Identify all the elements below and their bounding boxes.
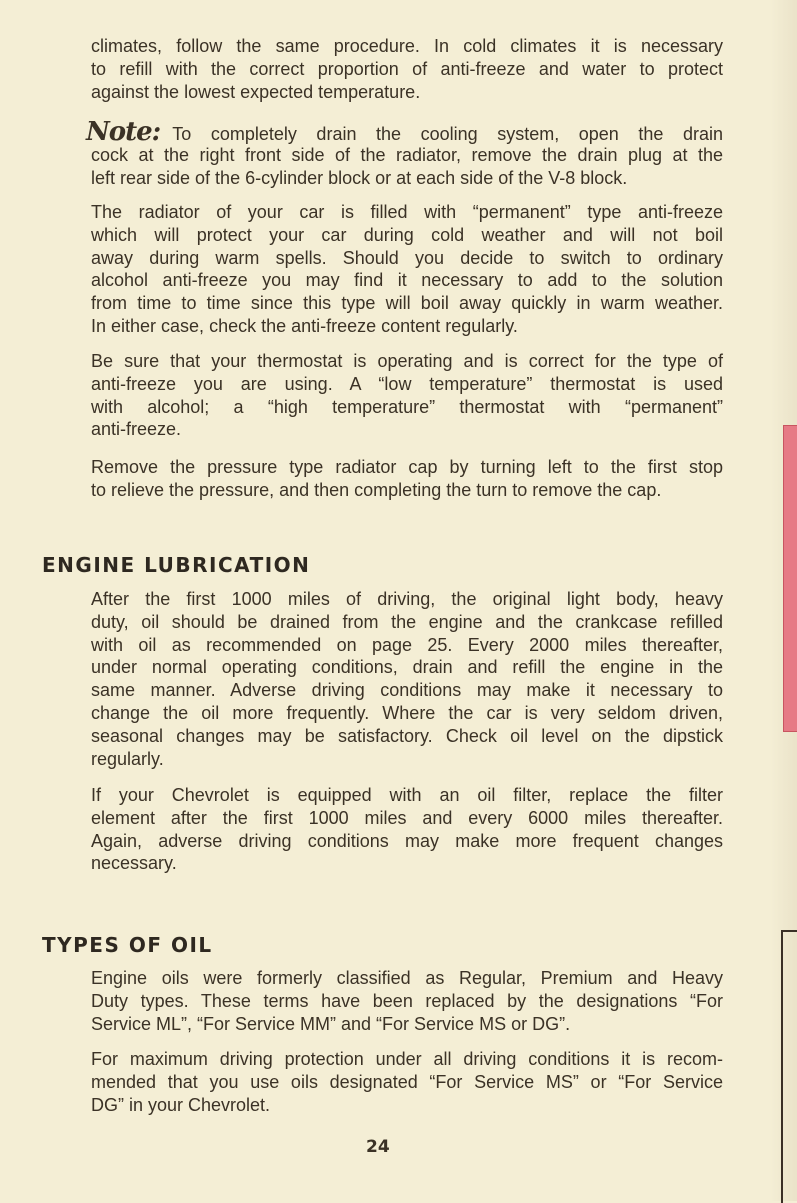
text-line: In either case, check the anti-freeze content regularly. [91,315,518,336]
text-line: Duty types. These terms have been replaced by the designations “For [91,990,723,1011]
text-line: against the lowest expected temperature. [91,81,421,102]
page-number: 24 [366,1137,390,1157]
text-line: which will protect your car during cold weather and will not boil [91,224,723,245]
note-line: left rear side of the 6-cylinder block or at each side of the V-8 block. [91,167,628,188]
text-line: The radiator of your car is filled with “permanent” type anti-freeze [91,202,723,222]
paragraph-oil-change [91,588,723,770]
text-line: Remove the pressure type radiator cap by turning left to the first stop [91,457,723,477]
note-paragraph [86,117,723,189]
text-line: alcohol anti-freeze you may find it necessary to add to the solution [91,270,723,291]
text-line: mended that you use oils designated “For Service MS” or “For Service [91,1071,723,1092]
text-line: from time to time since this type will boil away quickly in warm weather. [91,293,723,314]
text-line: Be sure that your thermostat is operating and is correct for the type of [91,351,723,371]
text-line: If your Chevrolet is equipped with an oil filter, replace the filter [91,785,723,805]
note-label: Note: [86,117,161,147]
text-line: change the oil more frequently. Where the car is very seldom driven, [91,702,723,723]
text-line: Engine oils were formerly classified as Regular, Premium and Heavy [91,968,723,988]
text-line: with alcohol; a “high temperature” thermostat with “permanent” [91,396,723,417]
text-line: duty, oil should be drained from the engine and the crankcase refilled [91,611,723,632]
heading-engine-lubrication: ENGINE LUBRICATION [42,553,311,577]
paragraph-oil-classification [91,967,723,1035]
text-line: Again, adverse driving conditions may make more frequent changes [91,830,723,851]
text-line: climates, follow the same procedure. In cold climates it is necessary [91,36,723,56]
text-line: necessary. [91,853,177,874]
next-page-edge [781,930,797,1203]
text-line: After the first 1000 miles of driving, the original light body, heavy [91,589,723,609]
text-line: with oil as recommended on page 25. Every 2000 miles thereafter, [91,634,723,655]
paragraph-oil-recommendation [91,1048,723,1116]
text-line: same manner. Adverse driving conditions may make it necessary to [91,680,723,701]
text-line: anti-freeze. [91,419,182,440]
red-index-tab [783,425,797,732]
paragraph-radiator-cap [91,456,723,502]
text-line: under normal operating conditions, drain and refill the engine in the [91,657,723,678]
text-line: For maximum driving protection under all driving conditions it is recom- [91,1049,723,1069]
text-line: seasonal changes may be satisfactory. Check oil level on the dipstick [91,725,723,746]
text-line: away during warm spells. Should you decide to switch to ordinary [91,247,723,268]
text-line: DG” in your Chevrolet. [91,1094,271,1115]
text-line: anti-freeze you are using. A “low temperature” thermostat is used [91,373,723,394]
text-line: element after the first 1000 miles and every 6000 miles thereafter. [91,807,723,828]
note-line: cock at the right front side of the radiator, remove the drain plug at the [91,144,723,165]
note-line: To completely drain the cooling system, open the drain [172,124,723,144]
text-line: to relieve the pressure, and then completing the turn to remove the cap. [91,479,662,500]
paragraph-climates [91,35,723,103]
paragraph-oil-filter [91,784,723,875]
heading-types-of-oil: TYPES OF OIL [42,933,213,957]
text-line: regularly. [91,748,164,769]
text-line: Service ML”, “For Service MM” and “For Service MS or DG”. [91,1013,571,1034]
paragraph-radiator [91,201,723,338]
paragraph-thermostat [91,350,723,441]
text-line: to refill with the correct proportion of anti-freeze and water to protect [91,58,723,79]
